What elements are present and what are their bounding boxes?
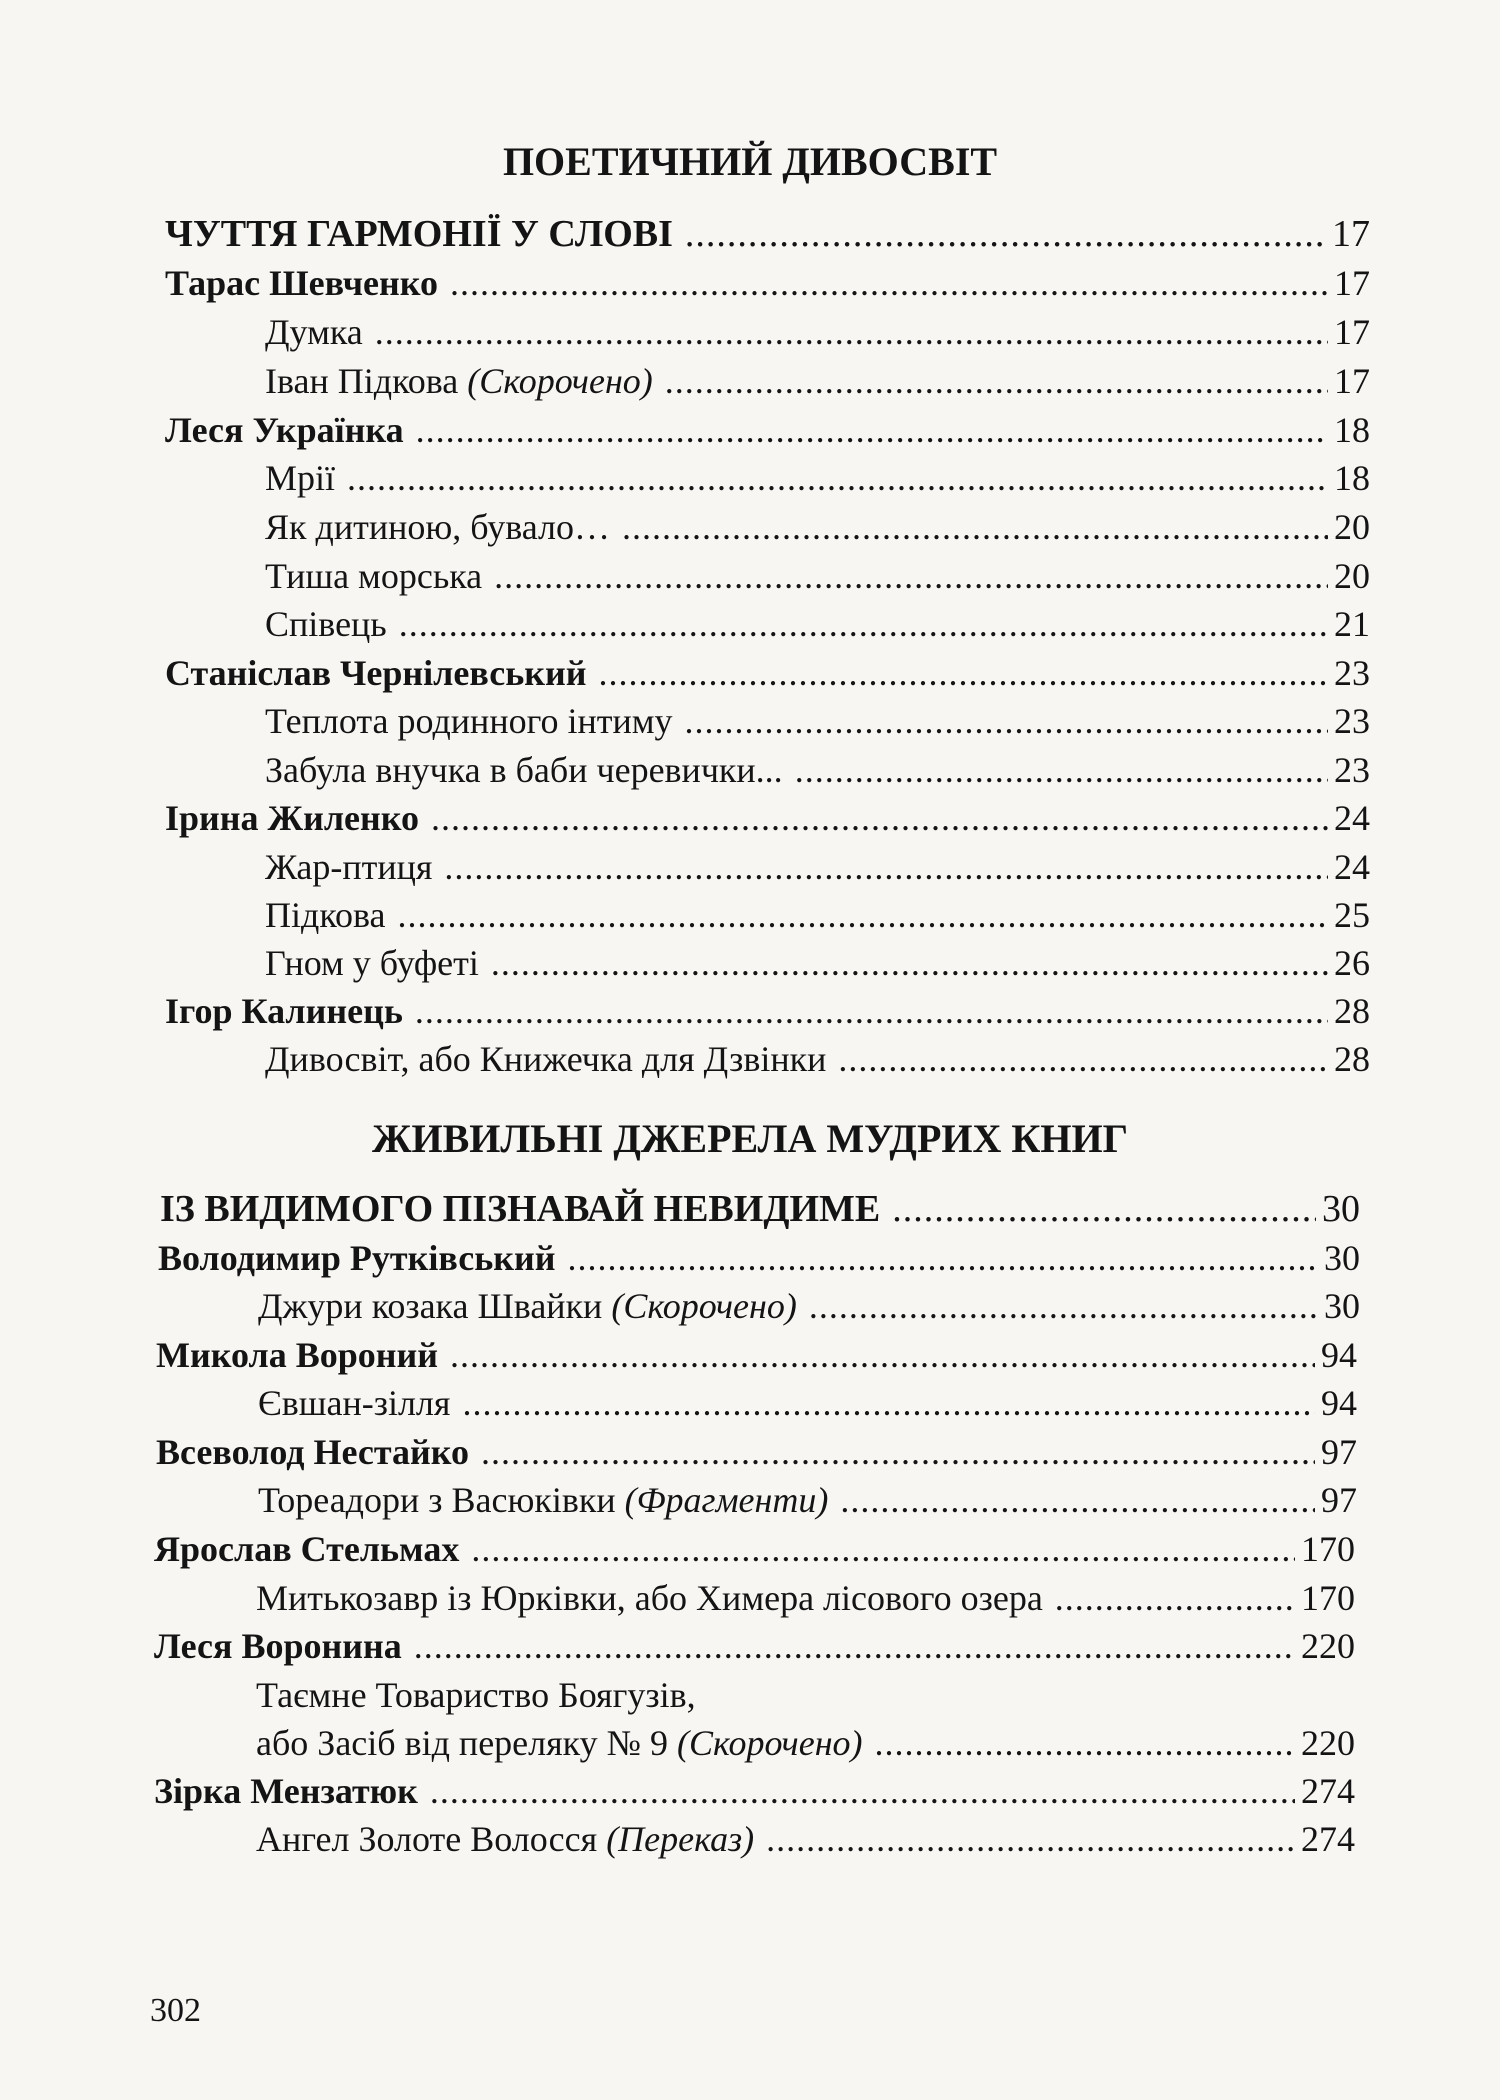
entry-title: Тореадори з Васюківки [258, 1480, 616, 1520]
entry-page: 20 [1334, 556, 1370, 596]
entry-page: 274 [1301, 1771, 1355, 1811]
toc-entry-author [165, 412, 1370, 448]
leader-dots [665, 363, 1328, 399]
toc-entry-work [265, 509, 1370, 545]
leader-dots [450, 265, 1328, 301]
section-heading-poetic: ПОЕТИЧНИЙ ДИВОСВІТ [502, 139, 998, 184]
entry-page: 23 [1334, 750, 1370, 790]
leader-dots [892, 1190, 1316, 1228]
entry-page: 274 [1301, 1819, 1355, 1859]
leader-dots [685, 703, 1329, 739]
entry-title: Леся Українка [165, 410, 404, 450]
toc-entry-work [265, 606, 1370, 642]
entry-page: 30 [1324, 1286, 1360, 1326]
toc-entry-work [265, 1041, 1370, 1077]
entry-page: 23 [1334, 653, 1370, 693]
entry-title: Підкова [265, 895, 386, 935]
entry-page: 28 [1334, 1039, 1370, 1079]
toc-entry-work [265, 945, 1370, 981]
toc-entry-work [265, 558, 1370, 594]
toc-entry-work-first-line: Таємне Товариство Боягузів, [256, 1675, 696, 1715]
entry-page: 97 [1321, 1432, 1357, 1472]
section-heading-wisdom: ЖИВИЛЬНІ ДЖЕРЕЛА МУДРИХ КНИГ [371, 1116, 1129, 1161]
entry-page: 24 [1334, 798, 1370, 838]
entry-title: або Засіб від переляку № 9 [256, 1723, 668, 1763]
leader-dots [444, 849, 1328, 885]
entry-title: Володимир Рутківський [158, 1238, 556, 1278]
leader-dots [795, 752, 1328, 788]
entry-note: (Скорочено) [611, 1286, 797, 1326]
entry-title: Гном у буфеті [265, 943, 479, 983]
toc-entry-work [265, 752, 1370, 788]
entry-title: Як дитиною, бувало… [265, 507, 610, 547]
entry-title: Мрії [265, 458, 336, 498]
entry-title: Ігор Калинець [165, 991, 403, 1031]
toc-entry-author [165, 265, 1370, 301]
entry-title: Євшан-зілля [258, 1383, 451, 1423]
entry-page: 30 [1322, 1188, 1360, 1230]
entry-page: 18 [1334, 458, 1370, 498]
entry-page: 220 [1301, 1626, 1355, 1666]
leader-dots [462, 1385, 1315, 1421]
entry-title: Теплота родинного інтиму [265, 701, 673, 741]
entry-page: 17 [1334, 361, 1370, 401]
leader-dots [766, 1821, 1295, 1857]
entry-note: (Скорочено) [677, 1723, 863, 1763]
entry-title: Тарас Шевченко [165, 263, 438, 303]
leader-dots [1055, 1580, 1295, 1616]
toc-entry-author [165, 800, 1370, 836]
toc-entry-work [258, 1482, 1357, 1518]
toc-entry-author [156, 1337, 1357, 1373]
entry-title: Леся Воронина [154, 1626, 402, 1666]
leader-dots [838, 1041, 1328, 1077]
leader-dots [622, 509, 1328, 545]
entry-page: 30 [1324, 1238, 1360, 1278]
leader-dots [415, 993, 1328, 1029]
entry-title: Ангел Золоте Волосся [256, 1819, 598, 1859]
entry-title: Митькозавр із Юрківки, або Химера лісового озера [256, 1578, 1043, 1618]
leader-dots [397, 897, 1328, 933]
entry-title: Ірина Жиленко [165, 798, 420, 838]
leader-dots [481, 1434, 1315, 1470]
leader-dots [471, 1531, 1295, 1567]
leader-dots [567, 1240, 1318, 1276]
entry-page: 23 [1334, 701, 1370, 741]
toc-entry-work [256, 1821, 1355, 1857]
entry-page: 21 [1334, 604, 1370, 644]
entry-note: (Скорочено) [467, 361, 653, 401]
entry-title: Ярослав Стельмах [154, 1529, 460, 1569]
entry-page: 170 [1301, 1529, 1355, 1569]
toc-entry-section [165, 215, 1370, 253]
leader-dots [347, 460, 1328, 496]
leader-dots [416, 412, 1328, 448]
toc-entry-work [265, 703, 1370, 739]
entry-page: 94 [1321, 1335, 1357, 1375]
toc-entry-author [165, 655, 1370, 691]
toc-entry-author [154, 1531, 1355, 1567]
toc-entry-work [256, 1580, 1355, 1616]
entry-page: 26 [1334, 943, 1370, 983]
entry-page: 28 [1334, 991, 1370, 1031]
leader-dots [491, 945, 1328, 981]
entry-title: Джури козака Швайки [258, 1286, 603, 1326]
leader-dots [375, 314, 1328, 350]
leader-dots [840, 1482, 1315, 1518]
leader-dots [399, 606, 1328, 642]
entry-note: (Фрагменти) [624, 1480, 829, 1520]
leader-dots [450, 1337, 1315, 1373]
toc-entry-work [256, 1725, 1355, 1761]
entry-page: 97 [1321, 1480, 1357, 1520]
toc-entry-author [154, 1773, 1355, 1809]
leader-dots [431, 800, 1328, 836]
toc-entry-author [154, 1628, 1355, 1664]
entry-page: 20 [1334, 507, 1370, 547]
entry-title: Тиша морська [265, 556, 483, 596]
entry-page: 17 [1334, 312, 1370, 352]
entry-title: ІЗ ВИДИМОГО ПІЗНАВАЙ НЕВИДИМЕ [160, 1188, 881, 1230]
entry-title: Дивосвіт, або Книжечка для Дзвінки [265, 1039, 827, 1079]
toc-entry-work [265, 460, 1370, 496]
entry-title: Микола Вороний [156, 1335, 438, 1375]
leader-dots [598, 655, 1328, 691]
entry-page: 220 [1301, 1723, 1355, 1763]
entry-title: Зірка Мензатюк [154, 1771, 418, 1811]
entry-title: Станіслав Чернілевський [165, 653, 587, 693]
leader-dots [809, 1288, 1318, 1324]
entry-title: Забула внучка в баби черевички... [265, 750, 783, 790]
leader-dots [875, 1725, 1295, 1761]
toc-entry-section [160, 1190, 1360, 1228]
entry-page: 25 [1334, 895, 1370, 935]
entry-title: Всеволод Нестайко [156, 1432, 470, 1472]
toc-entry-work [265, 314, 1370, 350]
leader-dots [414, 1628, 1295, 1664]
toc-entry-work [265, 849, 1370, 885]
entry-page: 17 [1334, 263, 1370, 303]
toc-entry-work [265, 363, 1370, 399]
entry-page: 170 [1301, 1578, 1355, 1618]
leader-dots [685, 215, 1326, 253]
entry-title: Думка [265, 312, 363, 352]
leader-dots [430, 1773, 1295, 1809]
entry-note: (Переказ) [606, 1819, 755, 1859]
toc-entry-author [156, 1434, 1357, 1470]
toc-entry-author [165, 993, 1370, 1029]
leader-dots [494, 558, 1328, 594]
entry-title: ЧУТТЯ ГАРМОНІЇ У СЛОВІ [165, 213, 673, 255]
entry-page: 18 [1334, 410, 1370, 450]
entry-title: Жар-птиця [265, 847, 433, 887]
page-number: 302 [150, 1992, 201, 2029]
toc-entry-author [158, 1240, 1360, 1276]
toc-entry-work [265, 897, 1370, 933]
toc-entry-work [258, 1385, 1357, 1421]
toc-entry-work [258, 1288, 1360, 1324]
entry-page: 94 [1321, 1383, 1357, 1423]
entry-page: 24 [1334, 847, 1370, 887]
entry-page: 17 [1332, 213, 1370, 255]
entry-title: Співець [265, 604, 387, 644]
entry-title: Іван Підкова [265, 361, 459, 401]
